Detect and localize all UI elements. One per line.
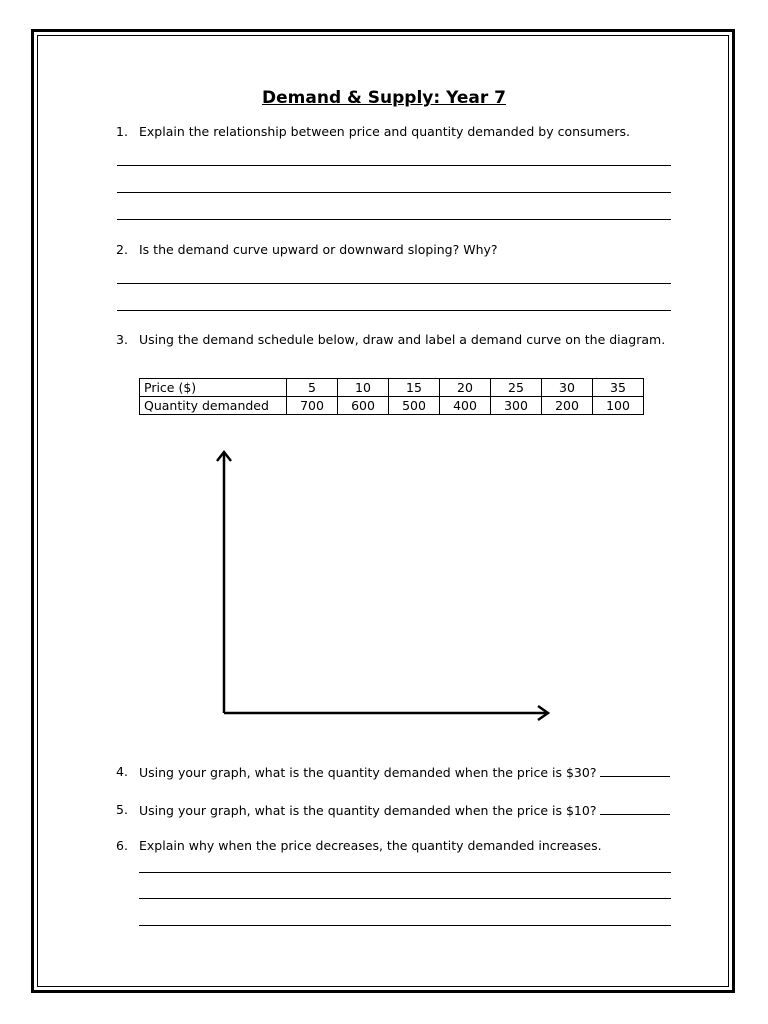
answer-line-6c[interactable] bbox=[139, 925, 671, 926]
price-cell: 30 bbox=[542, 379, 593, 397]
question-6-text: Explain why when the price decreases, the quantity demanded increases. bbox=[139, 838, 602, 853]
question-2-number: 2. bbox=[116, 242, 128, 257]
question-6-number: 6. bbox=[116, 838, 128, 853]
quantity-cell: 500 bbox=[389, 397, 440, 415]
price-cell: 5 bbox=[287, 379, 338, 397]
quantity-cell: 200 bbox=[542, 397, 593, 415]
answer-blank-5[interactable] bbox=[600, 802, 670, 815]
quantity-cell: 300 bbox=[491, 397, 542, 415]
price-cell: 15 bbox=[389, 379, 440, 397]
question-5-number: 5. bbox=[116, 802, 128, 817]
question-3-number: 3. bbox=[116, 332, 128, 347]
price-cell: 35 bbox=[593, 379, 644, 397]
answer-line-6a[interactable] bbox=[139, 872, 671, 873]
quantity-cell: 600 bbox=[338, 397, 389, 415]
question-5-text: Using your graph, what is the quantity demanded when the price is $10? bbox=[139, 803, 597, 818]
question-4-number: 4. bbox=[116, 764, 128, 779]
price-label: Price ($) bbox=[140, 379, 287, 397]
quantity-cell: 400 bbox=[440, 397, 491, 415]
quantity-cell: 700 bbox=[287, 397, 338, 415]
question-3-text: Using the demand schedule below, draw and label a demand curve on the diagram. bbox=[139, 332, 666, 347]
answer-line-6b[interactable] bbox=[139, 898, 671, 899]
question-4-text: Using your graph, what is the quantity demanded when the price is $30? bbox=[139, 765, 597, 780]
quantity-label: Quantity demanded bbox=[140, 397, 287, 415]
answer-blank-4[interactable] bbox=[600, 764, 670, 777]
question-2-text: Is the demand curve upward or downward sloping? Why? bbox=[139, 242, 498, 257]
price-cell: 20 bbox=[440, 379, 491, 397]
worksheet-title: Demand & Supply: Year 7 bbox=[262, 88, 506, 108]
question-1-text: Explain the relationship between price and quantity demanded by consumers. bbox=[139, 124, 630, 139]
quantity-cell: 100 bbox=[593, 397, 644, 415]
question-1-number: 1. bbox=[116, 124, 128, 139]
price-cell: 25 bbox=[491, 379, 542, 397]
price-cell: 10 bbox=[338, 379, 389, 397]
